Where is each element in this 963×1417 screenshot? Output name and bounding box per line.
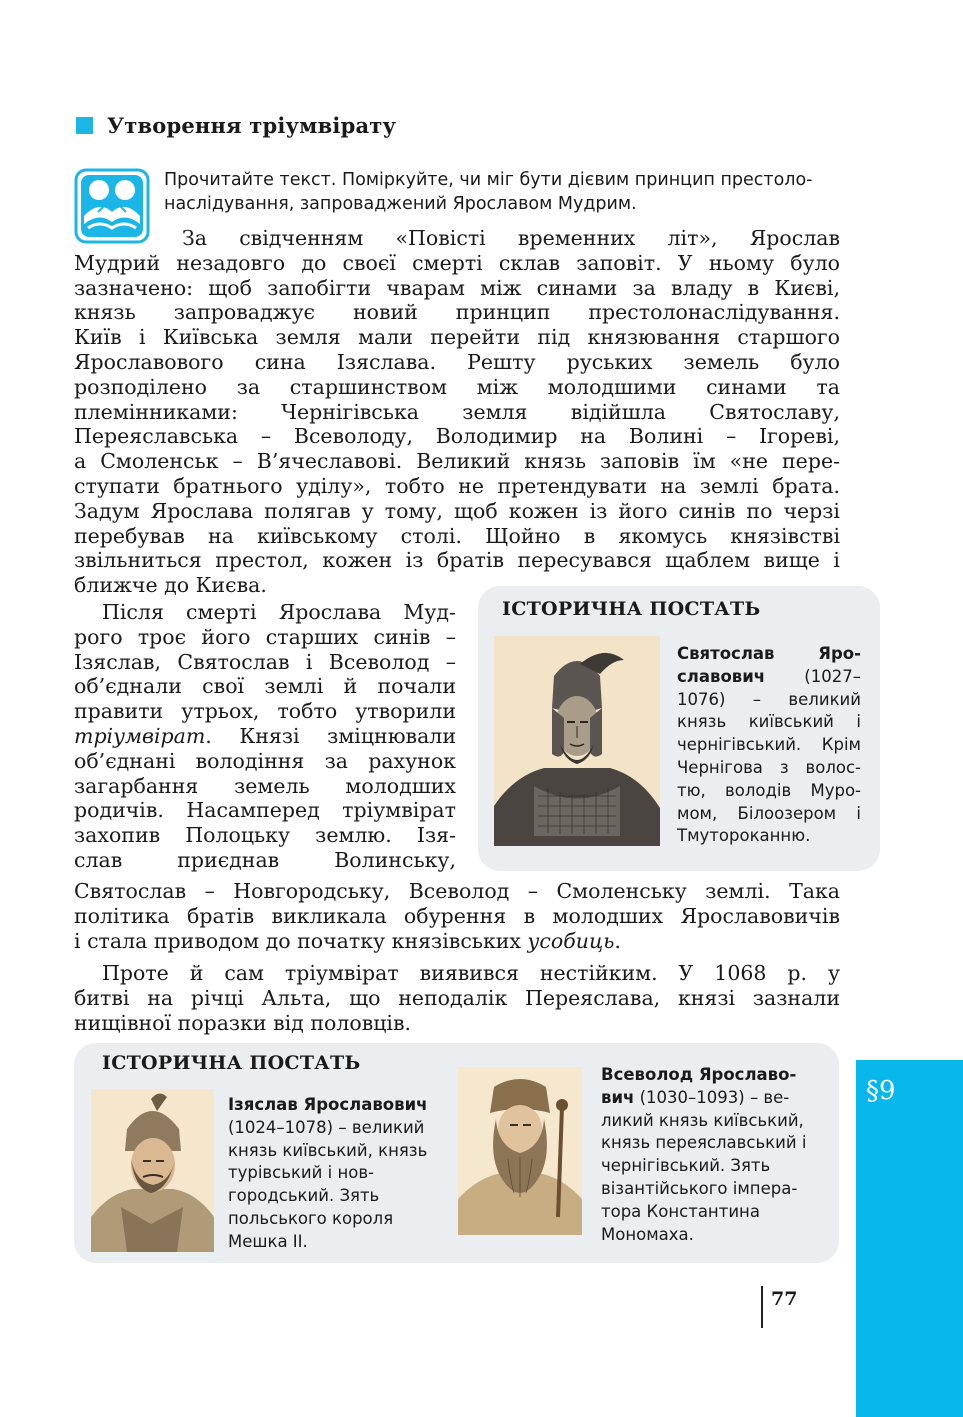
text-line: політика братів викликала обурення в молодших Ярославовичів	[74, 903, 840, 928]
text-line: Чернігова з волос-	[677, 757, 861, 777]
text-line: чернігівський. Крім	[677, 735, 861, 755]
text-line: Київ і Київська земля мали перейти під князювання старшого	[74, 325, 840, 350]
text-line: Мономаха.	[601, 1224, 694, 1244]
text-fragment: і стала приводом до початку князівських	[74, 928, 528, 953]
figure-name: славович	[677, 666, 766, 686]
text-line: Тмутороканню.	[677, 826, 811, 846]
text-line: родичів. Насамперед тріумвірат	[74, 798, 456, 823]
text-line: тора Константина	[601, 1201, 760, 1221]
text-line: об’єднані володіння за рахунок	[74, 748, 456, 773]
figure-name: Ізяслав Ярославович	[228, 1095, 428, 1114]
iziaslav-biography	[228, 1094, 453, 1254]
task-instruction	[164, 168, 840, 216]
historical-figure-box-iziaslav-vsevolod	[74, 1043, 839, 1263]
text-line: 1076) – великий	[677, 689, 861, 709]
text-line: Ярославового сина Ізяслава. Решту руських земель було	[74, 349, 840, 374]
text-line: князь переяславський і	[601, 1133, 807, 1153]
text-line: Проте й сам тріумвірат виявився нестійким. У 1068 р. у	[102, 961, 840, 985]
box-title: ІСТОРИЧНА ПОСТАТЬ	[102, 1052, 361, 1074]
text-line: Переяславська – Всеволоду, Володимир на Волині – Ігореві,	[74, 424, 840, 449]
figure-name: Святослав Яро-	[677, 644, 861, 663]
text-line: об’єднали свої землі й почали	[74, 674, 456, 699]
text-line	[228, 1094, 453, 1117]
page-number-rule	[761, 1286, 763, 1328]
figure-dates: (1027–	[765, 666, 861, 686]
sviatoslav-biography	[677, 643, 861, 848]
text-line: звільниться престол, кожен із братів пересувався щаблем вище і	[74, 548, 840, 573]
vsevolod-biography	[601, 1064, 826, 1246]
text-line	[601, 1064, 826, 1087]
vsevolod-portrait-engraving	[458, 1067, 582, 1235]
text-line: (1024–1078) – великий	[228, 1117, 425, 1137]
text-line: битві на річці Альта, що неподалік Переяслава, князі зазнали	[74, 985, 840, 1010]
text-line: слав приєднав Волинську,	[74, 847, 456, 872]
section-number: §9	[866, 1076, 896, 1106]
text-line: Після смерті Ярослава Муд-	[102, 600, 456, 624]
text-line: ближче до Києва.	[74, 573, 267, 598]
box-title: ІСТОРИЧНА ПОСТАТЬ	[502, 598, 761, 620]
text-line: зазначено: щоб запобігти чварам між синами за владу в Києві,	[74, 275, 840, 300]
text-line: Святослав – Новгородську, Всеволод – Смоленську землі. Така	[74, 879, 840, 903]
text-line: За свідченням «Повісті временних літ», Ярослав	[182, 226, 840, 250]
text-line: чернігівський. Зять	[601, 1156, 771, 1176]
text-line: ликий князь київський,	[601, 1110, 804, 1130]
figure-dates: (1030–1093) – ве-	[634, 1087, 790, 1107]
text-line: тю, володів Муро-	[677, 780, 861, 800]
paragraph-triumvirate	[74, 600, 456, 873]
text-line: перебував на київському столі. Щойно в якомусь князівстві	[74, 523, 840, 548]
text-line: Мудрий незадовго до своєї смерті склав заповіт. У ньому було	[74, 250, 840, 275]
sviatoslav-portrait-engraving	[494, 636, 660, 846]
text-line: розподілено за старшинством між молодшими синами та	[74, 374, 840, 399]
paragraph-testament	[74, 226, 840, 598]
iziaslav-portrait-engraving	[91, 1089, 214, 1252]
page-number: 77	[771, 1288, 798, 1310]
term-feuds: усобиць	[527, 928, 615, 953]
text-fragment: .	[614, 928, 621, 953]
text-line: Задум Ярослава полягав у тому, щоб кожен із його синів по черзі	[74, 498, 840, 523]
paragraph-triumvirate-continued	[74, 879, 840, 953]
text-line	[74, 929, 840, 954]
text-line: нищівної поразки від половців.	[74, 1010, 412, 1035]
text-line: рого троє його старших синів –	[74, 624, 456, 649]
task-line: Прочитайте текст. Поміркуйте, чи міг бути дієвим принцип престоло-	[164, 170, 813, 190]
text-line: польського короля	[228, 1208, 394, 1228]
text-line: правити утрьох, тобто утворили	[74, 699, 456, 724]
text-line	[677, 643, 861, 666]
text-line: ступати братнього уділу», тобто не претендувати на землі брата.	[74, 473, 840, 498]
text-line: візантійського імпера-	[601, 1178, 798, 1198]
heading-square-marker	[76, 117, 93, 134]
text-line: мом, Білоозером і	[677, 803, 861, 823]
text-line	[677, 666, 861, 689]
text-line: турівський і нов-	[228, 1163, 375, 1183]
historical-figure-box-sviatoslav	[478, 586, 880, 871]
task-line: наслідування, запроваджений Ярославом Мудрим.	[164, 194, 637, 214]
term-triumvirate: тріумвірат	[74, 723, 206, 748]
figure-name: вич	[601, 1087, 635, 1107]
figure-name: Всеволод Ярославо-	[601, 1065, 797, 1084]
text-line: князь київський і	[677, 712, 861, 732]
text-line	[74, 724, 456, 749]
text-fragment: . Князі зміцнювали	[205, 723, 456, 748]
section-title: Утворення тріумвірату	[107, 113, 397, 138]
text-line: городський. Зять	[228, 1186, 380, 1206]
text-line: Ізяслав, Святослав і Всеволод –	[74, 649, 456, 674]
section-side-tab	[856, 1060, 963, 1417]
text-line: захопив Полоцьку землю. Ізя-	[74, 823, 456, 848]
text-line: Мешка II.	[228, 1231, 308, 1251]
text-line: князь київський, князь	[228, 1140, 428, 1160]
text-line: а Смоленськ – В’ячеславові. Великий князь заповів їм «не пере-	[74, 449, 840, 474]
paragraph-alta-battle	[74, 961, 840, 1035]
section-heading	[76, 113, 396, 138]
text-line: князь запроваджує новий принцип престолонаслідування.	[74, 300, 840, 325]
text-line: загарбання земель молодших	[74, 773, 456, 798]
text-line: племінниками: Чернігівська земля відійшла Святославу,	[74, 399, 840, 424]
text-line	[601, 1087, 826, 1110]
